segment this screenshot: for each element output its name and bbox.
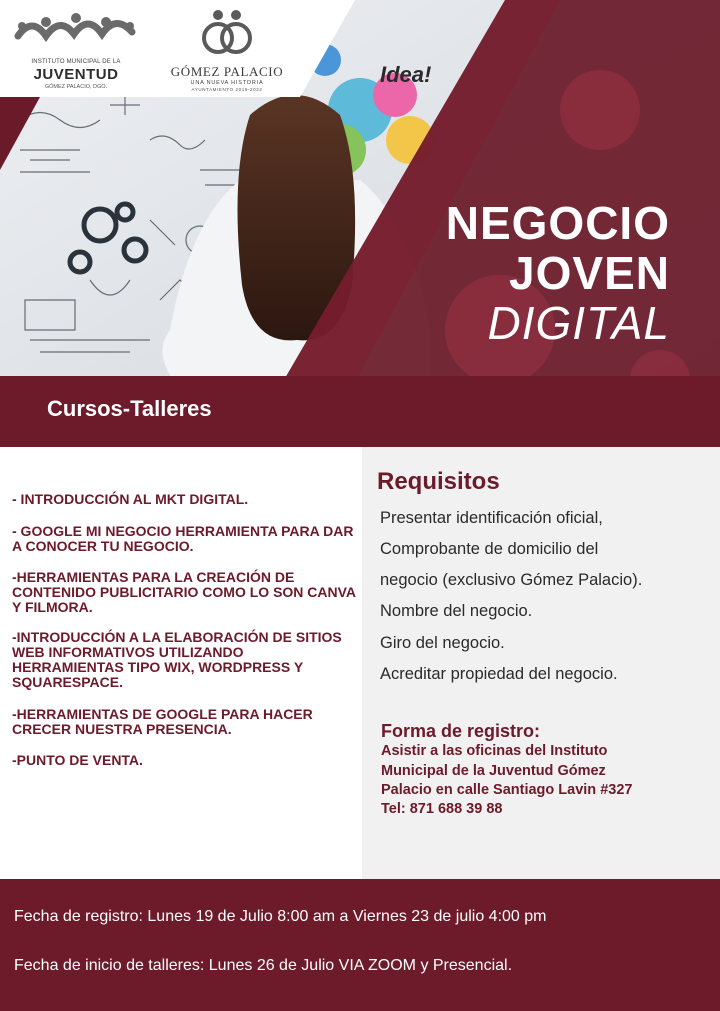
idea-doodle-text: Idea! — [380, 62, 432, 87]
course-item: -PUNTO DE VENTA. — [12, 752, 143, 768]
registration-heading: Forma de registro: — [381, 721, 541, 741]
registration-dates: Fecha de registro: Lunes 19 de Julio 8:00 am a Viernes 23 de julio 4:00 pm — [14, 908, 547, 925]
requirement-line: Nombre del negocio. — [380, 602, 533, 620]
courses-heading: Cursos-Talleres — [47, 396, 212, 421]
requirement-line: Acreditar propiedad del negocio. — [380, 665, 618, 683]
youth-institute-logo — [12, 12, 147, 92]
program-title — [446, 198, 670, 348]
rings-figure-icon — [166, 6, 288, 62]
three-figures-icon — [12, 12, 140, 56]
course-item: - GOOGLE MI NEGOCIO HERRAMIENTA PARA DAR A CONOCER TU NEGOCIO. — [12, 523, 354, 554]
youth-logo-line1: INSTITUTO MUNICIPAL DE LA — [31, 59, 121, 65]
title-line-digital: DIGITAL — [487, 297, 670, 349]
title-line-joven: JOVEN — [509, 247, 670, 299]
course-item: - INTRODUCCIÓN AL MKT DIGITAL. — [12, 491, 249, 507]
footer-dates — [0, 879, 720, 1011]
requirements-heading: Requisitos — [377, 468, 500, 495]
course-item: -INTRODUCCIÓN A LA ELABORACIÓN DE SITIOS WEB INFORMATIVOS UTILIZANDO HERRAMIENTAS TIPO WIX, WORDPRESS Y SQUARESPACE. — [12, 629, 342, 690]
registration-line: Palacio en calle Santiago Lavin #327 — [381, 782, 633, 798]
youth-logo-wordmark: JUVENTUD — [33, 66, 119, 83]
course-item: -HERRAMIENTAS DE GOOGLE PARA HACER CRECER NUESTRA PRESENCIA. — [12, 706, 313, 737]
city-logo — [166, 6, 288, 96]
registration-line: Municipal de la Juventud Gómez — [381, 763, 606, 779]
requirement-line: negocio (exclusivo Gómez Palacio). — [380, 571, 643, 589]
registration-phone: Tel: 871 688 39 88 — [381, 801, 503, 817]
registration-line: Asistir a las oficinas del Instituto — [381, 743, 608, 759]
youth-logo-location: GÓMEZ PALACIO, DGO. — [44, 84, 108, 90]
hero-banner — [0, 0, 720, 447]
course-item: -HERRAMIENTAS PARA LA CREACIÓN DE CONTENIDO PUBLICITARIO COMO LO SON CANVA Y FILMORA. — [12, 569, 356, 615]
requirement-line: Presentar identificación oficial, — [380, 509, 603, 527]
city-logo-name: GÓMEZ PALACIO — [170, 64, 284, 79]
title-line-negocio: NEGOCIO — [445, 197, 670, 249]
city-logo-term: AYUNTAMIENTO 2019-2022 — [191, 87, 263, 92]
city-logo-slogan: UNA NUEVA HISTORIA — [190, 80, 264, 86]
requirement-line: Comprobante de domicilio del — [380, 540, 599, 558]
workshop-start-date: Fecha de inicio de talleres: Lunes 26 de Julio VIA ZOOM y Presencial. — [14, 957, 513, 974]
requirement-line: Giro del negocio. — [380, 634, 505, 652]
